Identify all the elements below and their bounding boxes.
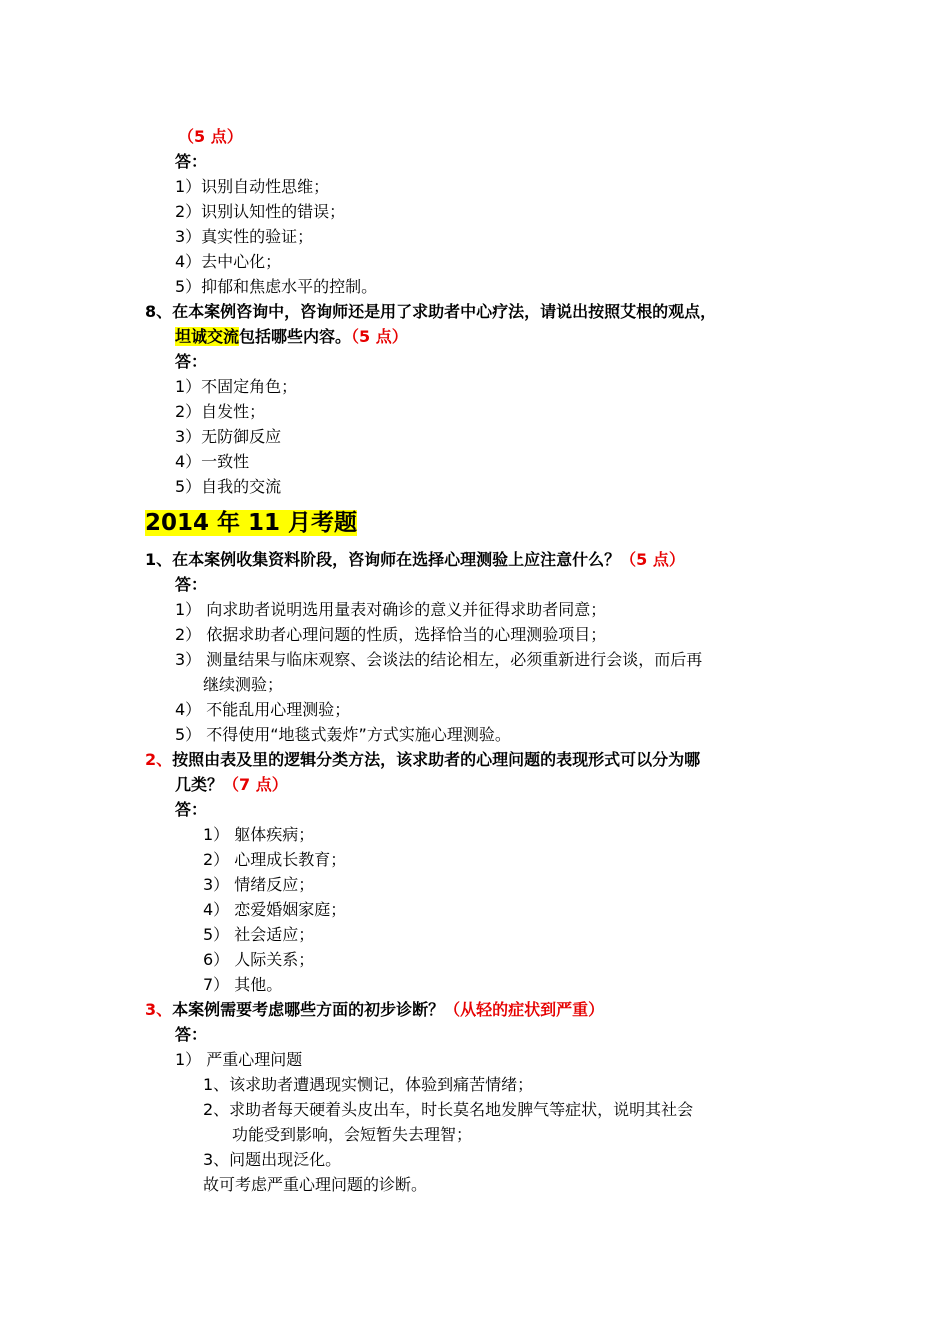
text-line — [203, 1149, 341, 1171]
text-line — [175, 401, 265, 423]
score-note: （5 点） — [351, 327, 408, 346]
text-segment: 1、该求助者遭遇现实恻记，体验到痛苦情绪； — [203, 1075, 534, 1094]
text-segment: 答： — [175, 1025, 208, 1044]
text-segment: 4）一致性 — [175, 452, 250, 471]
text-line — [175, 276, 377, 298]
text-segment: 8、在本案例咨询中，咨询师还是用了求助者中心疗法，请说出按照艾根的观点， — [145, 302, 717, 321]
text-line — [203, 974, 282, 996]
text-line — [175, 351, 207, 373]
text-line — [203, 674, 283, 696]
text-segment: 5） 社会适应； — [203, 925, 315, 944]
text-line — [175, 151, 207, 173]
text-line — [175, 774, 288, 796]
text-segment: 功能受到影响，会短暂失去理智； — [232, 1125, 473, 1144]
text-segment: 故可考虑严重心理问题的诊断。 — [203, 1175, 428, 1194]
text-line — [145, 749, 700, 771]
text-segment: 答： — [175, 352, 208, 371]
text-segment: 2）自发性； — [175, 402, 266, 421]
text-segment: 7） 其他。 — [203, 975, 283, 994]
text-line — [175, 799, 207, 821]
text-line — [145, 999, 604, 1021]
text-segment: 3） 情绪反应； — [203, 875, 315, 894]
text-line — [203, 824, 314, 846]
text-line — [175, 724, 511, 746]
text-line — [175, 376, 297, 398]
text-segment: 2、求助者每天硬着头皮出车，时长莫名地发脾气等症状，说明其社会 — [203, 1100, 694, 1119]
highlighted-text: 2014 年 11 月考题 — [145, 510, 358, 536]
text-segment: 几类？ — [175, 775, 224, 794]
text-segment: 包括哪些内容。 — [239, 327, 352, 346]
text-segment: 1）识别自动性思维； — [175, 177, 330, 196]
text-line — [232, 1124, 472, 1146]
text-segment: 3）真实性的验证； — [175, 227, 314, 246]
text-line — [203, 1174, 427, 1196]
text-line — [175, 326, 408, 348]
text-segment: 2） 依据求助者心理问题的性质，选择恰当的心理测验项目； — [175, 625, 607, 644]
text-line — [175, 476, 281, 498]
text-segment: 2）识别认知性的错误； — [175, 202, 346, 221]
text-segment: 1） 向求助者说明选用量表对确诊的意义并征得求助者同意； — [175, 600, 607, 619]
text-line — [175, 599, 606, 621]
text-line — [175, 201, 345, 223]
text-line — [203, 1099, 693, 1121]
highlighted-text: 坦诚交流 — [175, 327, 240, 346]
text-segment: 3） 测量结果与临床观察、会谈法的结论相左，必须重新进行会谈，而后再 — [175, 650, 703, 669]
text-segment: 本案例需要考虑哪些方面的初步诊断？ — [172, 1000, 445, 1019]
text-segment: 答： — [175, 152, 208, 171]
text-line — [175, 649, 702, 671]
score-note: 3、 — [145, 1000, 173, 1019]
text-line — [203, 874, 314, 896]
text-line — [175, 574, 207, 596]
score-note: （5 点） — [620, 550, 685, 569]
text-segment: 按照由表及里的逻辑分类方法，该求助者的心理问题的表现形式可以分为哪 — [172, 750, 701, 769]
text-line — [175, 1024, 207, 1046]
score-note: （7 点） — [223, 775, 288, 794]
text-line — [203, 924, 314, 946]
text-line — [203, 899, 346, 921]
text-segment: 4） 不能乱用心理测验； — [175, 700, 351, 719]
text-segment: 4） 恋爱婚姻家庭； — [203, 900, 347, 919]
text-segment: 1） 严重心理问题 — [175, 1050, 303, 1069]
text-line — [203, 849, 346, 871]
text-line — [175, 176, 329, 198]
text-line — [175, 699, 350, 721]
text-line — [203, 1074, 533, 1096]
text-line — [175, 1049, 302, 1071]
text-segment: 5）抑郁和焦虑水平的控制。 — [175, 277, 378, 296]
text-line — [175, 451, 249, 473]
text-line — [175, 226, 313, 248]
text-line — [175, 426, 281, 448]
section-title — [145, 508, 357, 538]
text-segment: 2） 心理成长教育； — [203, 850, 347, 869]
text-segment: 3）无防御反应 — [175, 427, 282, 446]
text-segment: 4）去中心化； — [175, 252, 282, 271]
score-note: （从轻的症状到严重） — [444, 1000, 605, 1019]
text-line — [145, 301, 716, 323]
text-segment: 1）不固定角色； — [175, 377, 298, 396]
text-segment: 3、问题出现泛化。 — [203, 1150, 342, 1169]
text-line — [203, 949, 314, 971]
text-segment: 答： — [175, 575, 208, 594]
text-segment: 1） 躯体疾病； — [203, 825, 315, 844]
text-segment: 1、在本案例收集资料阶段，咨询师在选择心理测验上应注意什么？ — [145, 550, 621, 569]
text-line — [175, 251, 281, 273]
text-segment: 5） 不得使用“地毯式轰炸”方式实施心理测验。 — [175, 725, 511, 744]
text-segment: 5）自我的交流 — [175, 477, 282, 496]
text-line — [145, 549, 685, 571]
text-segment: 继续测验； — [203, 675, 284, 694]
score-note: 2、 — [145, 750, 173, 769]
text-segment: 6） 人际关系； — [203, 950, 315, 969]
text-segment: （5 点） — [178, 127, 243, 146]
text-line — [175, 624, 606, 646]
text-segment: 答： — [175, 800, 208, 819]
text-line — [178, 126, 243, 148]
